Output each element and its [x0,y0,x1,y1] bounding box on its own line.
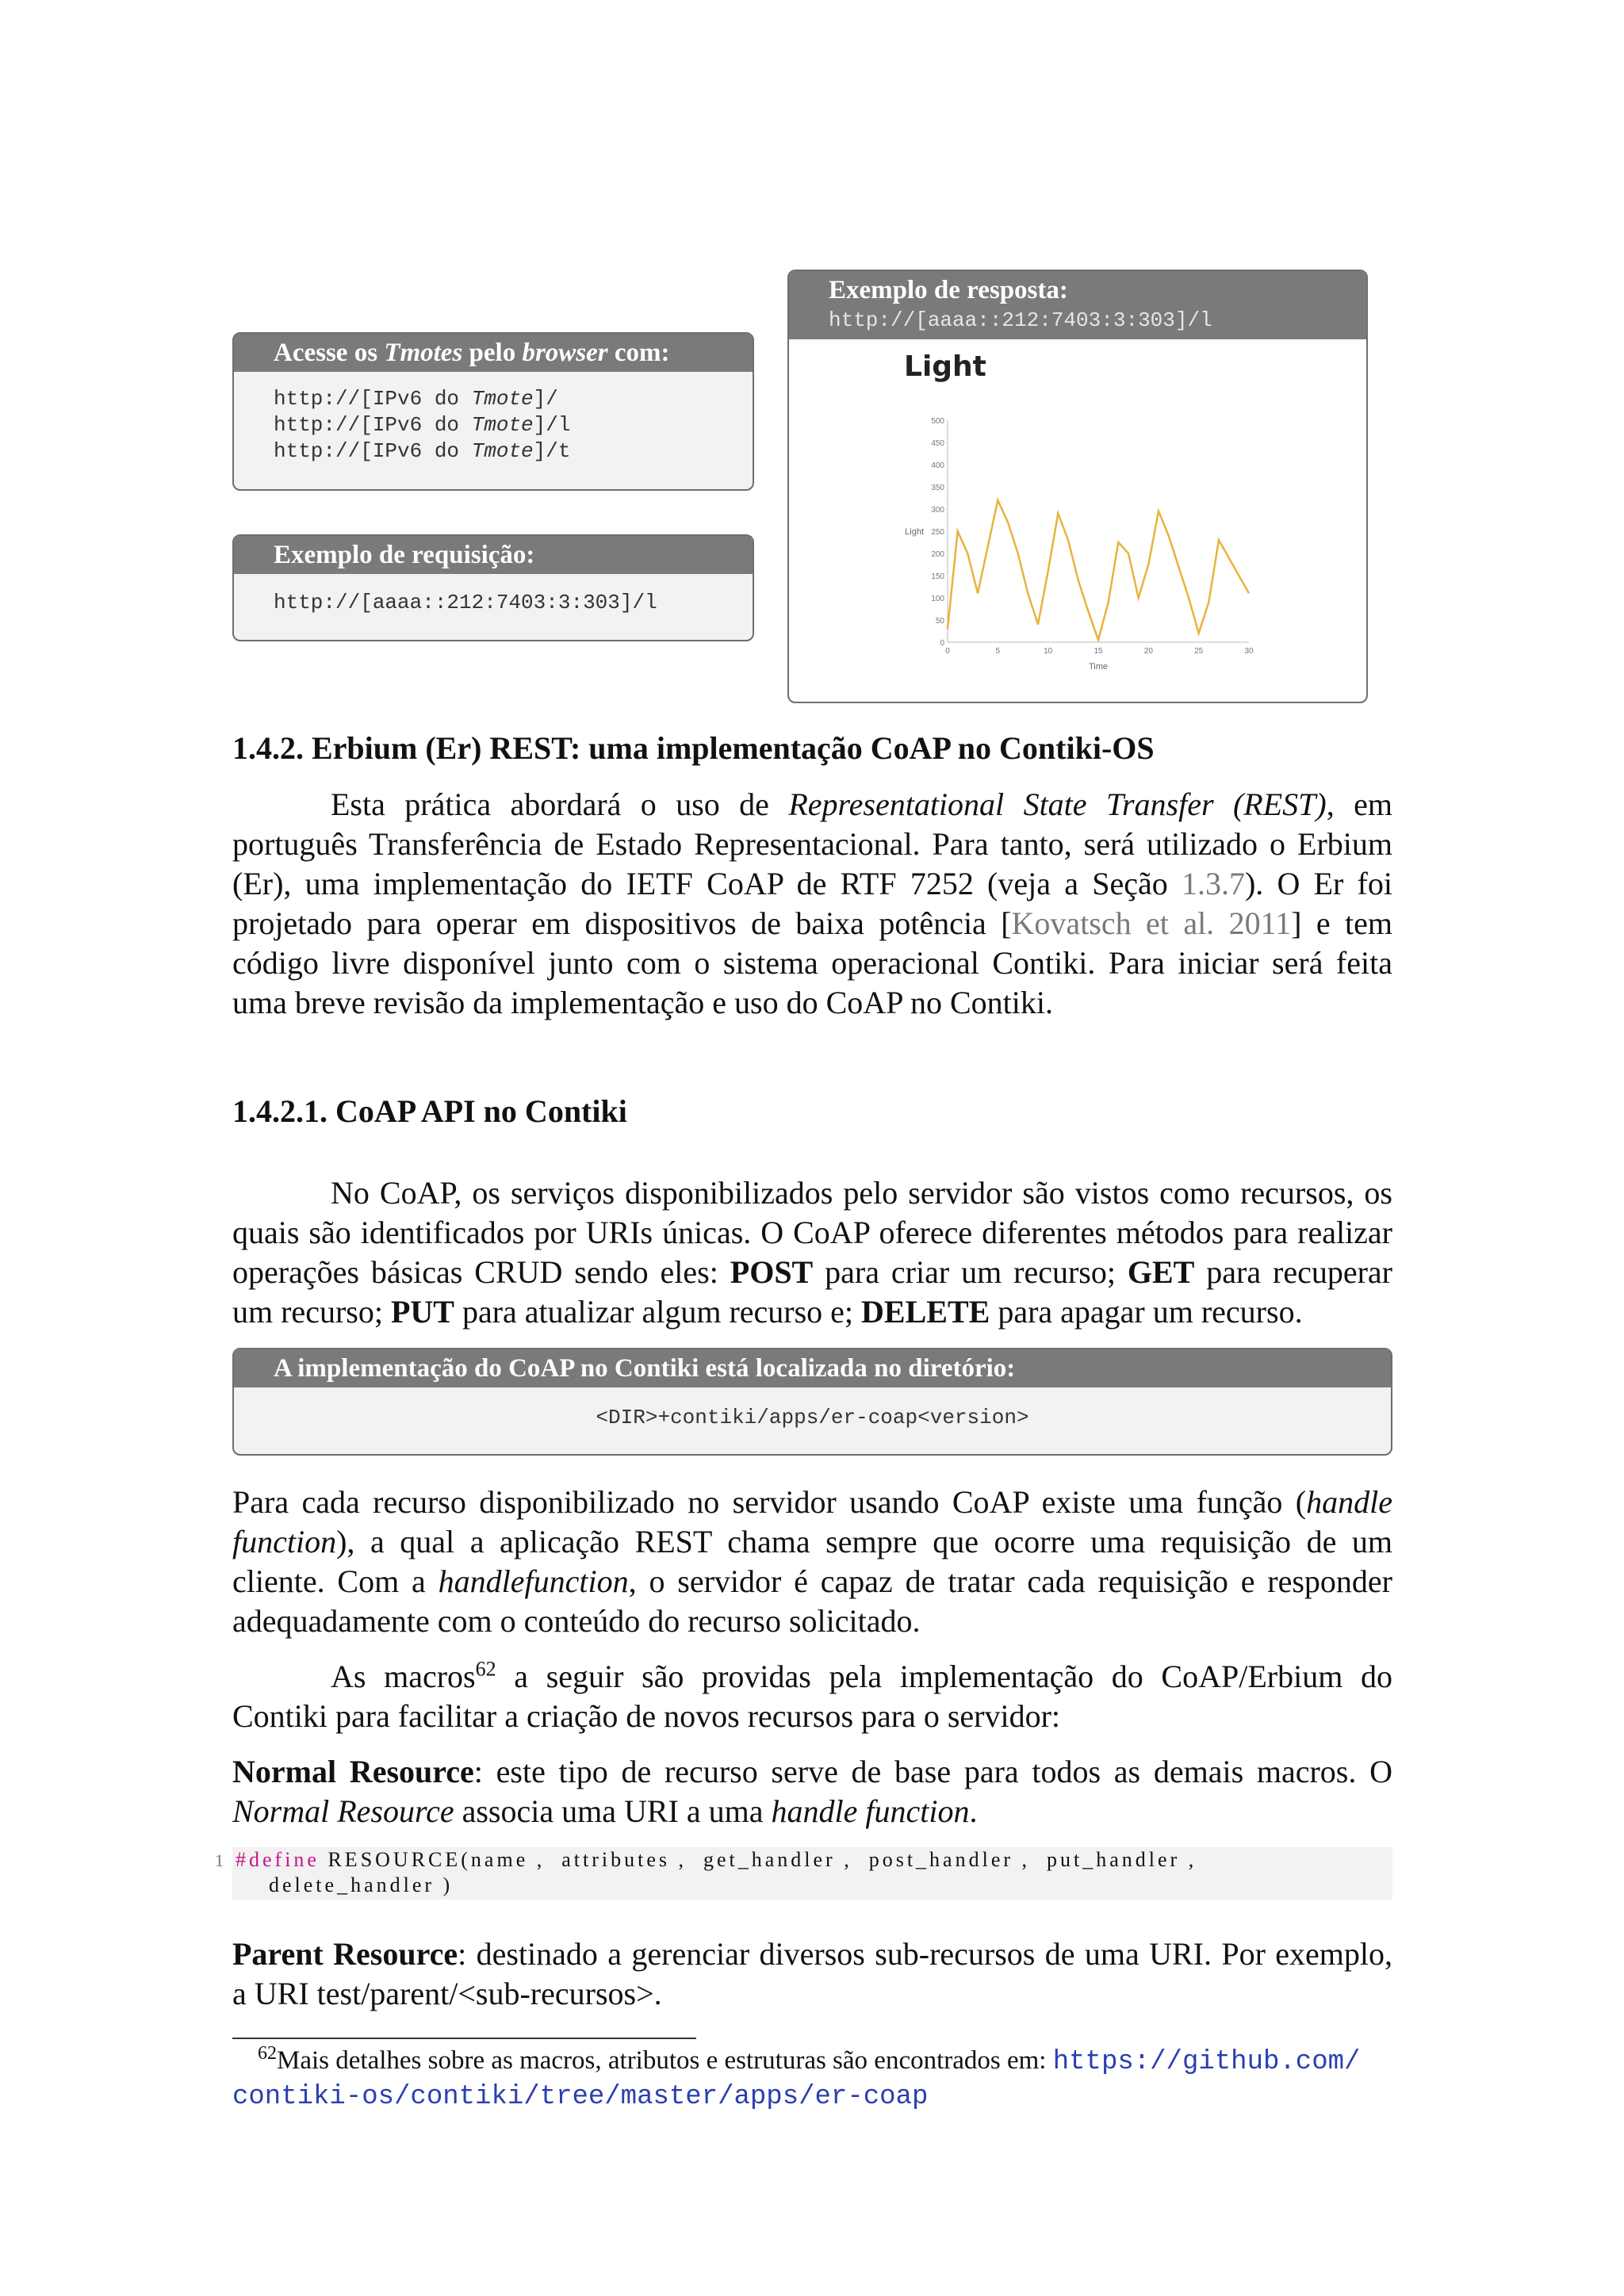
y-axis-label: Light [905,527,924,537]
response-url: http://[aaaa::212:7403:3:303]/l [829,308,1212,332]
access-url-ipv6-temp: http://[IPv6 do Tmote]/t [274,439,571,463]
handle-function-paragraph: Para cada recurso disponibilizado no servidor usando CoAP existe uma função (handle function), a qual a aplicação REST chama sempre que ocorre uma requisição de um cliente. Com a handlefunction, o servidor é capaz de tratar cada requisição e responder adequadamente com o conteúdo do recurso solicitado. [232,1484,1392,1639]
x-tick-label: 20 [1143,647,1153,656]
y-tick-label: 350 [931,484,944,492]
access-url-ipv6-root: http://[IPv6 do Tmote]/ [274,387,558,411]
section-1421-heading: 1.4.2.1. CoAP API no Contiki [232,1093,627,1129]
x-axis-ticks [945,647,1254,656]
section-142-paragraph: Esta prática abordará o uso de Representational State Transfer (REST), em português Transferência de Estado Representacional. Para tanto, será utilizado o Erbium (Er), uma implementação do IETF CoAP de RTF 7252 (veja a Seção 1.3.7). O Er foi projetado para operar em dispositivos de baixa potência [Kovatsch et al. 2011] e tem código livre disponível junto com o sistema operacional Contiki. Para iniciar será feita uma breve revisão da implementação e uso do CoAP no Contiki. [232,786,1393,1020]
x-tick-label: 25 [1194,647,1204,656]
response-box-header [789,271,1366,339]
macros-paragraph: As macros$^{62}$ a seguir são providas pela implementação do CoAP/Erbium do Contiki para facilitar a criação de novos recursos para o servidor: [232,1657,1392,1734]
parent-resource-paragraph: Parent Resource: destinado a gerenciar diversos sub-recursos de uma URI. Por exemplo, a URI test/parent/<sub-recursos>. [232,1936,1392,2011]
y-tick-label: 400 [931,461,944,470]
y-tick-label: 300 [931,506,944,515]
y-tick-label: 150 [931,572,944,581]
x-tick-label: 0 [945,647,950,656]
directory-box [232,1348,1392,1456]
x-tick-label: 5 [995,647,1001,656]
y-tick-label: 450 [931,439,944,448]
light-chart [789,342,1366,703]
request-box-header: Exemplo de requisição: [234,536,753,574]
coap-methods-paragraph: No CoAP, os serviços disponibilizados pelo servidor são vistos como recursos, os quais são identificados por URIs únicas. O CoAP oferece diferentes métodos para realizar operações básicas CRUD sendo eles: POST para criar um recurso; GET para recuperar um recurso; PUT para atualizar algum recurso e; DELETE para apagar um recurso. [232,1175,1392,1330]
response-box [787,270,1368,703]
request-url: http://[aaaa::212:7403:3:303]/l [274,591,657,614]
footnote-url-part1[interactable]: https://github.com/ [1052,2047,1361,2077]
code-line-2: delete_handler ) [236,1873,454,1896]
x-tick-label: 30 [1244,647,1254,656]
directory-box-body [234,1387,1391,1431]
footnote-62: $^{62}$Mais detalhes sobre as macros, atributos e estruturas são encontrados em: https://github.com/ contiki-os/contiki/tree/master/apps/er-coap [232,2043,1361,2112]
footnote-rule [232,2038,696,2039]
chart-title: Light [904,350,986,383]
access-box [232,332,754,491]
y-tick-label: 100 [931,595,944,603]
section-ref-link[interactable]: 1.3.7 [1181,866,1245,901]
access-box-body [234,372,753,465]
y-tick-label: 200 [931,550,944,559]
code-line-number: 1 [215,1850,224,1870]
x-axis-label: Time [1088,662,1109,672]
code-line-1: #define RESOURCE(name , attributes , get_handler , post_handler , put_handler , [236,1848,1197,1871]
define-keyword: #define [236,1848,320,1871]
footnote-marker[interactable]: 62 [475,1657,496,1681]
resource-macro-code [215,1847,1392,1900]
directory-path: <DIR>+contiki/apps/er-coap<version> [596,1406,1029,1429]
footnote-url-part2[interactable]: contiki-os/contiki/tree/master/apps/er-coap [232,2082,929,2112]
access-url-ipv6-light: http://[IPv6 do Tmote]/l [274,413,571,437]
directory-box-header: A implementação do CoAP no Contiki está localizada no diretório: [234,1349,1391,1387]
x-tick-label: 10 [1044,647,1053,656]
section-142-heading: 1.4.2. Erbium (Er) REST: uma implementação CoAP no Contiki-OS [232,730,1155,766]
y-tick-label: 0 [940,639,944,648]
y-tick-label: 50 [935,617,944,626]
citation-link[interactable]: Kovatsch et al. 2011 [1011,905,1292,941]
y-axis-ticks [931,417,944,648]
y-tick-label: 500 [931,417,944,426]
x-tick-label: 15 [1094,647,1103,656]
normal-resource-paragraph: Normal Resource: este tipo de recurso serve de base para todos as demais macros. O Normal Resource associa uma URI a uma handle function. [232,1754,1392,1829]
request-box-body [234,574,753,616]
request-box [232,534,754,641]
access-box-header: Acesse os Tmotes pelo browser com: [234,334,753,372]
response-box-title: Exemplo de resposta: [829,276,1068,304]
light-series-line [948,500,1249,640]
y-tick-label: 250 [931,528,944,537]
